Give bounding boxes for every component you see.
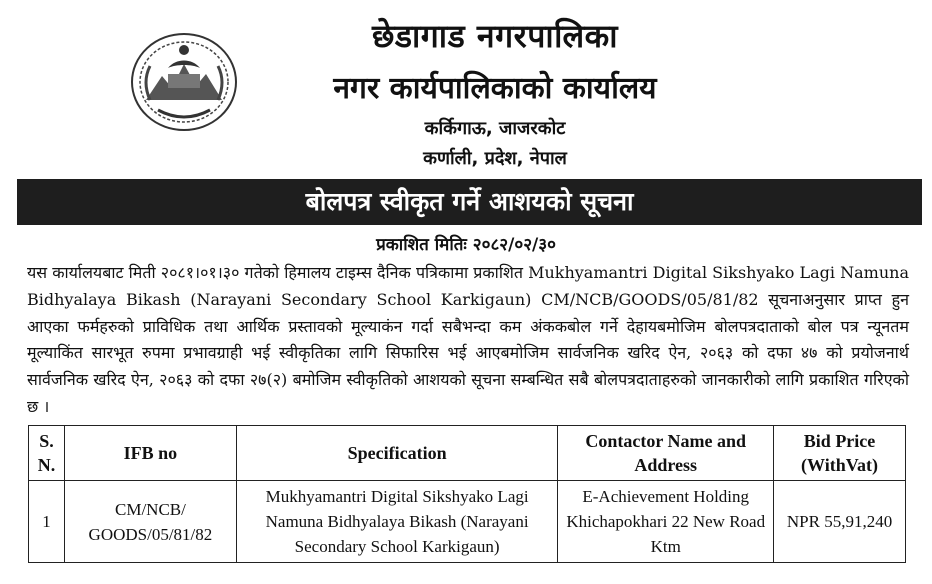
address-line-1: कर्किगाऊ, जाजरकोट	[424, 118, 566, 139]
nepal-emblem-icon	[128, 30, 240, 134]
notice-title-banner: बोलपत्र स्वीकृत गर्ने आशयको सूचना	[17, 179, 922, 225]
header-sn: S. N.	[29, 426, 65, 481]
office-name: नगर कार्यपालिकाको कार्यालय	[333, 71, 657, 106]
table-row	[29, 481, 906, 563]
cell-contractor: E-Achievement Holding Khichapokhari 22 New Road Ktm	[558, 481, 774, 563]
header-contractor: Contactor Name and Address	[558, 426, 774, 481]
header-specification: Specification	[236, 426, 557, 481]
letterhead	[0, 0, 932, 176]
cell-ifb-no: CM/NCB/ GOODS/05/81/82	[64, 481, 236, 563]
municipality-name: छेडागाड नगरपालिका	[371, 17, 619, 55]
header-ifb-no: IFB no	[64, 426, 236, 481]
published-date: प्रकाशित मितिः २०८२/०२/३०	[376, 235, 556, 255]
cell-sn: 1	[29, 481, 65, 563]
award-table	[28, 425, 906, 563]
header-bid-price: Bid Price (WithVat)	[774, 426, 906, 481]
table-header-row	[29, 426, 906, 481]
address-line-2: कर्णाली, प्रदेश, नेपाल	[423, 148, 567, 169]
cell-specification: Mukhyamantri Digital Sikshyako Lagi Namuna Bidhyalaya Bikash (Narayani Secondary School Karkigaun)	[236, 481, 557, 563]
cell-bid-price: NPR 55,91,240	[774, 481, 906, 563]
notice-body-paragraph: यस कार्यालयबाट मिती २०८१।०१।३० गतेको हिमालय टाइम्स दैनिक पत्रिकामा प्रकाशित Mukhyamantri Digital Sikshyako Lagi Namuna Bidhyalaya Bikash (Narayani Secondary School Karkigaun) CM/NCB/GOODS/05/81/82 सूचनाअनुसार प्राप्त हुन आएका फर्महरुको प्राविधिक तथा आर्थिक प्रस्तावको मूल्याकंन गर्दा सबैभन्दा कम अंककबोल गर्ने देहायबमोजिम बोलपत्रदाताको बोल पत्र न्यूनतम मूल्याकिंत सारभूत रुपमा प्रभावग्राही भई स्वीकृतिका लागि सिफारिस भई आएबमोजिम सार्वजनिक खरिद ऐन, २०६३ को दफा ४७ को प्रयोजनार्थ सार्वजनिक खरिद ऐन, २०६३ को दफा २७(२) बमोजिम स्वीकृतिको आशयको सूचना सम्बन्धित सबै बोलपत्रदाताहरुको जानकारीको लागि प्रकाशित गरिएको छ ।	[27, 263, 909, 416]
